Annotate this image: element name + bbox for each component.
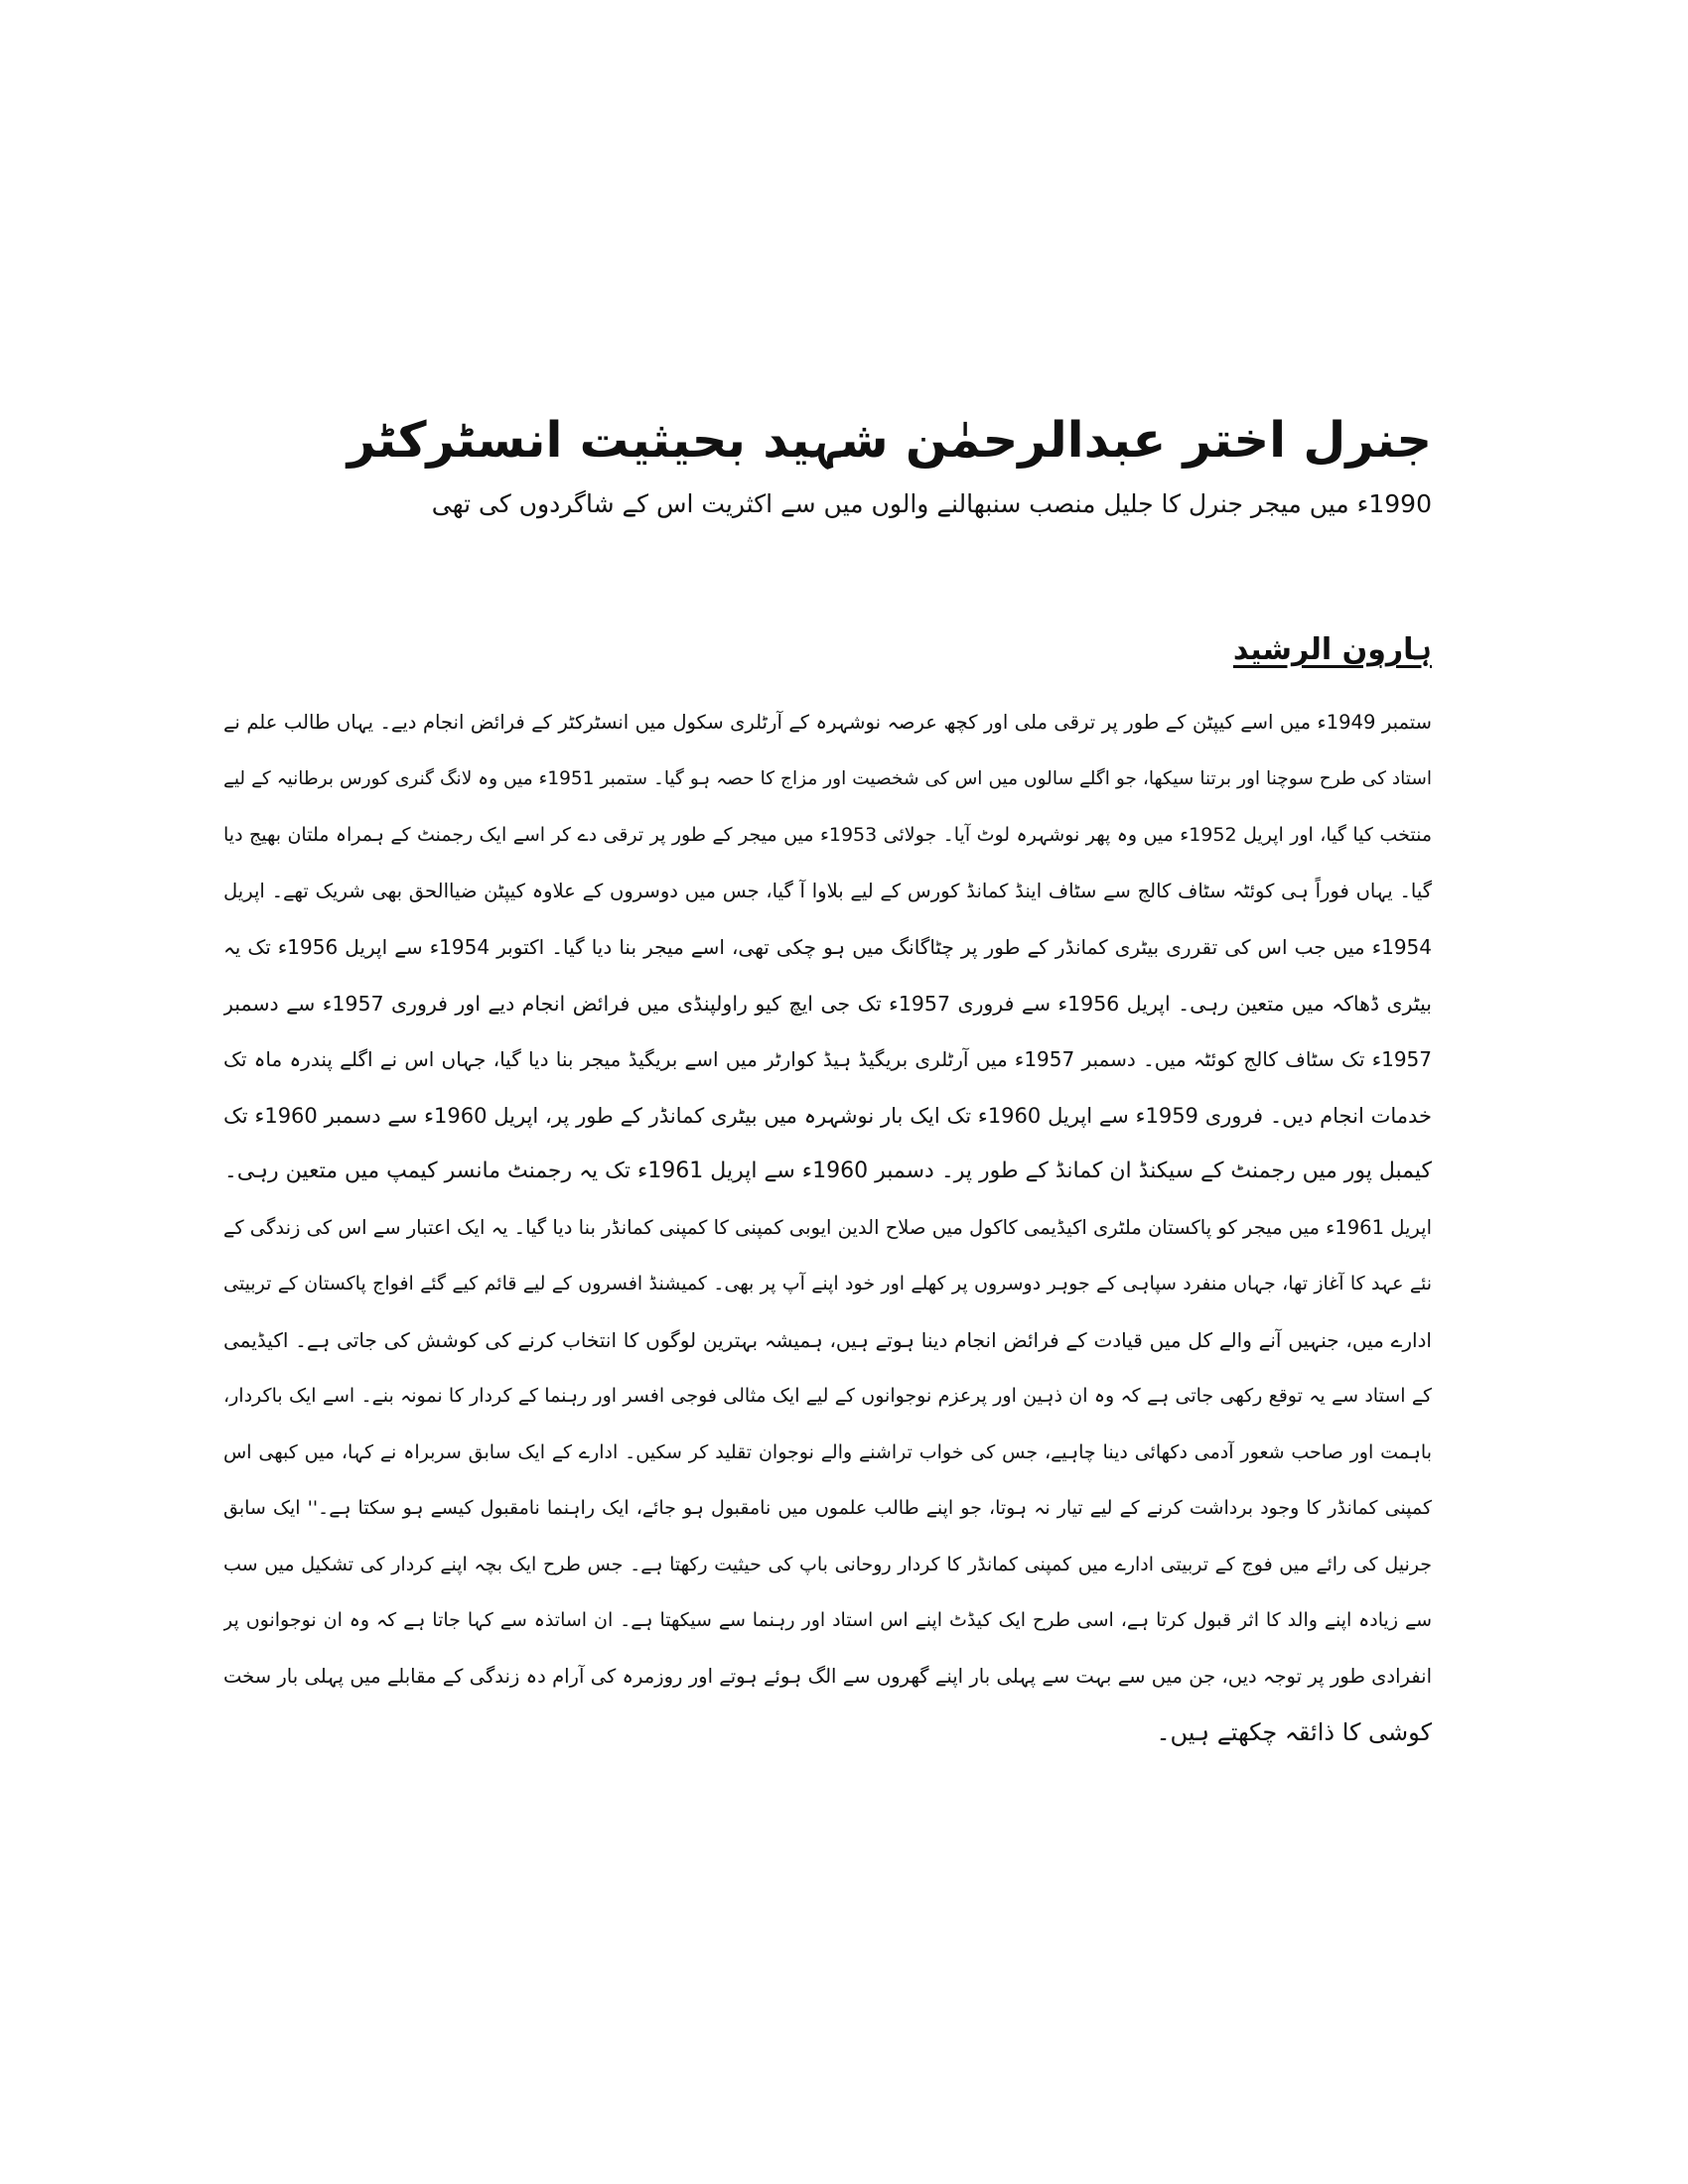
paragraph-line: جرنیل کی رائے میں فوج کے تربیتی ادارے میں کمپنی کمانڈر کا کردار روحانی باپ کی حیثیت رکھتا ہے۔ جس طرح ایک بچہ اپنے کردار کی تشکیل میں سب [223, 1553, 1432, 1575]
author-byline: ہارون الرشید [1232, 632, 1432, 667]
paragraph [223, 1200, 1432, 1761]
paragraph-line: نئے عہد کا آغاز تھا، جہاں منفرد سپاہی کے جوہر دوسروں پر کھلے اور خود اپنے آپ پر بھی۔ کمیشنڈ افسروں کے لیے قائم کیے گئے افواج پاکستان کے تربیتی [223, 1273, 1432, 1295]
paragraph-line: کمپنی کمانڈر کا وجود برداشت کرنے کے لیے تیار نہ ہوتا، جو اپنے طالب علموں میں نامقبول ہو جائے، ایک راہنما نامقبول کیسے ہو سکتا ہے۔'' ایک سابق [223, 1497, 1432, 1519]
paragraph-line: 1954ء میں جب اس کی تقرری بیٹری کمانڈر کے طور پر چٹاگانگ میں ہو چکی تھی، اسے میجر بنا دیا گیا۔ اکتوبر 1954ء سے اپریل 1956ء تک یہ [223, 935, 1432, 959]
paragraph-line: منتخب کیا گیا، اور اپریل 1952ء میں وہ پھر نوشہرہ لوٹ آیا۔ جولائی 1953ء میں میجر کے طور پر ترقی دے کر اسے ایک رجمنٹ کے ہمراہ ملتان بھیج دیا [223, 824, 1432, 846]
article-title: جنرل اختر عبدالرحمٰن شہید بحیثیت انسٹرکٹر [347, 411, 1432, 469]
paragraph-line: کوشی کا ذائقہ چکھتے ہیں۔ [1156, 1718, 1432, 1746]
paragraph-line: سے زیادہ اپنے والد کا اثر قبول کرتا ہے، اسی طرح ایک کیڈٹ اپنے اس استاد اور رہنما سے سیکھتا ہے۔ ان اساتذہ سے کہا جاتا ہے کہ وہ ان نوجوانوں پر [223, 1609, 1432, 1631]
paragraph-line: کیمبل پور میں رجمنٹ کے سیکنڈ ان کمانڈ کے طور پر۔ دسمبر 1960ء سے اپریل 1961ء تک یہ رجمنٹ مانسر کیمپ میں متعین رہی۔ [223, 1159, 1432, 1183]
paragraph-line: ادارے میں، جنہیں آنے والے کل میں قیادت کے فرائض انجام دینا ہوتے ہیں، ہمیشہ بہترین لوگوں کا انتخاب کرنے کی کوشش کی جاتی ہے۔ اکیڈیمی [223, 1327, 1432, 1352]
paragraph-line: استاد کی طرح سوچنا اور برتنا سیکھا، جو اگلے سالوں میں اس کی شخصیت اور مزاج کا حصہ ہو گیا۔ ستمبر 1951ء میں وہ لانگ گنری کورس برطانیہ کے لیے [223, 767, 1432, 789]
article-body [223, 695, 1432, 1761]
paragraph-line: انفرادی طور پر توجہ دیں، جن میں سے بہت سے پہلی بار اپنے گھروں سے الگ ہوئے ہوتے اور روزمرہ کی آرام دہ زندگی کے مقابلے میں پہلی بار سخت [223, 1664, 1432, 1688]
paragraph-line: بیٹری ڈھاکہ میں متعین رہی۔ اپریل 1956ء سے فروری 1957ء تک جی ایچ کیو راولپنڈی میں فرائض انجام دیے اور فروری 1957ء سے دسمبر [223, 991, 1432, 1016]
paragraph-line: ستمبر 1949ء میں اسے کیپٹن کے طور پر ترقی ملی اور کچھ عرصہ نوشہرہ کے آرٹلری سکول میں انسٹرکٹر کے فرائض انجام دیے۔ یہاں طالب علم نے [223, 711, 1432, 734]
paragraph-line: باہمت اور صاحب شعور آدمی دکھائی دینا چاہیے، جس کی خواب تراشنے والے نوجوان تقلید کر سکیں۔ ادارے کے ایک سابق سربراہ نے کہا، میں کبھی اس [223, 1440, 1432, 1463]
paragraph-line: کے استاد سے یہ توقع رکھی جاتی ہے کہ وہ ان ذہین اور پرعزم نوجوانوں کے لیے ایک مثالی فوجی افسر اور رہنما کے کردار کا نمونہ بنے۔ اسے ایک باکردار، [223, 1385, 1432, 1407]
paragraph-line: گیا۔ یہاں فوراً ہی کوئٹہ سٹاف کالج سے سٹاف اینڈ کمانڈ کورس کے لیے بلاوا آ گیا، جس میں دوسروں کے علاوہ کیپٹن ضیاالحق بھی شریک تھے۔ اپریل [223, 879, 1432, 902]
article-subtitle: 1990ء میں میجر جنرل کا جلیل منصب سنبھالنے والوں میں سے اکثریت اس کے شاگردوں کی تھی [431, 489, 1432, 518]
paragraph-line: 1957ء تک سٹاف کالج کوئٹہ میں۔ دسمبر 1957ء میں آرٹلری بریگیڈ ہیڈ کوارٹر میں اسے بریگیڈ میجر بنا دیا گیا، جہاں اس نے اگلے پندرہ ماہ تک [223, 1047, 1432, 1071]
paragraph [223, 695, 1432, 1200]
paragraph-line: اپریل 1961ء میں میجر کو پاکستان ملٹری اکیڈیمی کاکول میں صلاح الدین ایوبی کمپنی کا کمپنی کمانڈر بنا دیا گیا۔ یہ ایک اعتبار سے اس کی زندگی کے [223, 1215, 1432, 1239]
paragraph-line: خدمات انجام دیں۔ فروری 1959ء سے اپریل 1960ء تک ایک بار نوشہرہ میں بیٹری کمانڈر کے طور پر، اپریل 1960ء سے دسمبر 1960ء تک [223, 1103, 1432, 1128]
